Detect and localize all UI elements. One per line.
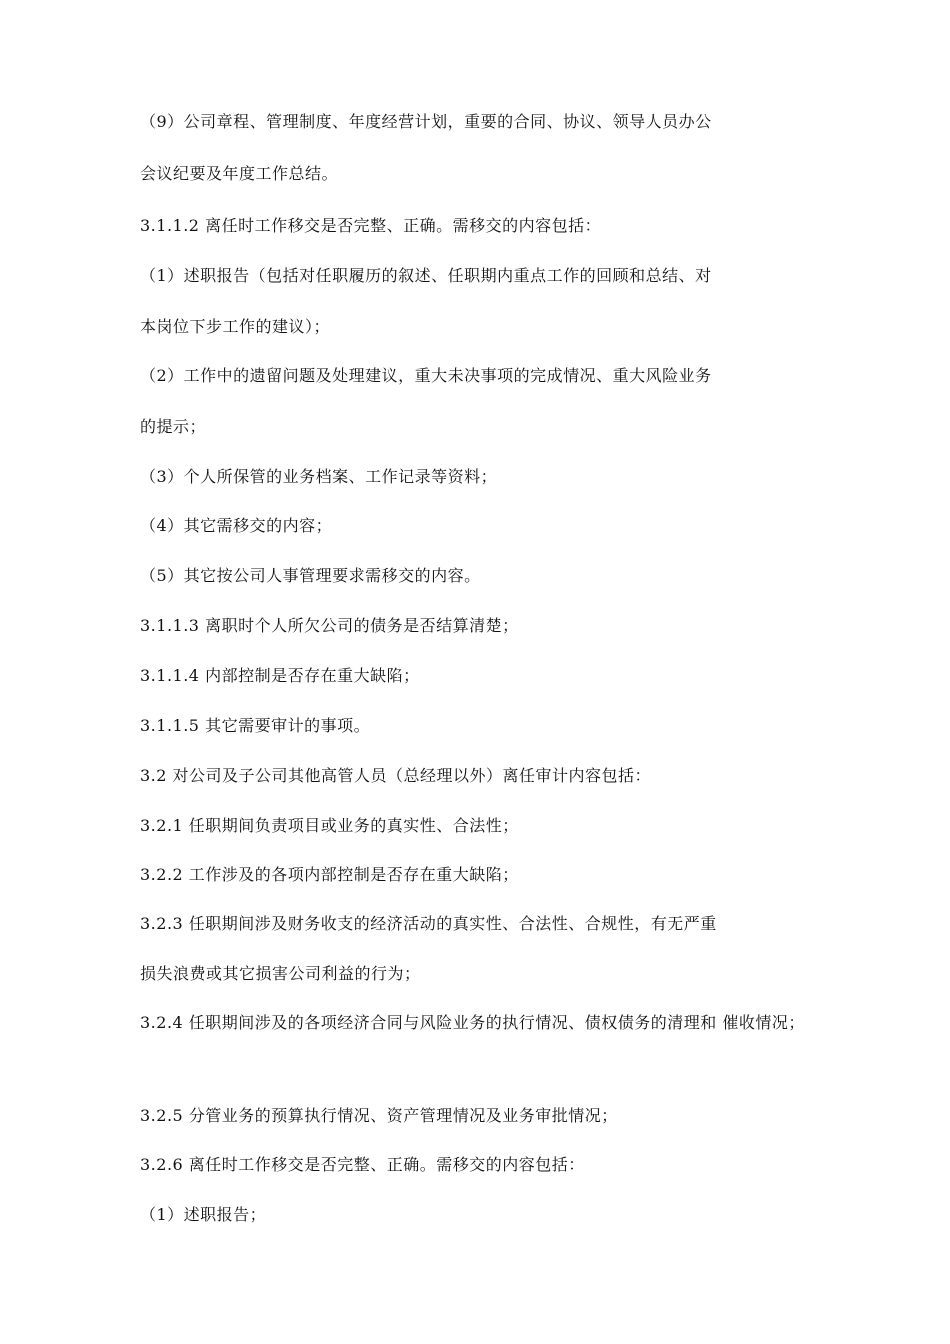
section-3-2-1: 3.2.1 任职期间负责项目或业务的真实性、合法性； (140, 816, 519, 835)
section-3-2-2: 3.2.2 工作涉及的各项内部控制是否存在重大缺陷； (140, 865, 519, 884)
item-1-continued: 本岗位下步工作的建议）； (140, 317, 331, 336)
item-4-other: （4）其它需移交的内容； (140, 516, 333, 535)
section-3-2: 3.2 对公司及子公司其他高管人员（总经理以外）离任审计内容包括： (140, 766, 652, 785)
item-3-archives: （3）个人所保管的业务档案、工作记录等资料； (140, 467, 498, 486)
item-2-issues: （2）工作中的遗留问题及处理建议，重大未决事项的完成情况、重大风险业务 (140, 366, 712, 385)
section-3-2-6: 3.2.6 离任时工作移交是否完整、正确。需移交的内容包括： (140, 1155, 585, 1174)
section-3-2-5: 3.2.5 分管业务的预算执行情况、资产管理情况及业务审批情况； (140, 1106, 618, 1125)
item-5-hr: （5）其它按公司人事管理要求需移交的内容。 (140, 566, 481, 585)
section-3-1-1-4: 3.1.1.4 内部控制是否存在重大缺陷； (140, 666, 420, 685)
section-3-1-1-2: 3.1.1.2 离任时工作移交是否完整、正确。需移交的内容包括： (140, 216, 602, 235)
item-1-report-final: （1）述职报告； (140, 1205, 267, 1224)
paragraph-9-charter: （9）公司章程、管理制度、年度经营计划，重要的合同、协议、领导人员办公 (140, 112, 712, 131)
item-2-continued: 的提示； (140, 417, 207, 436)
paragraph-9-continued: 会议纪要及年度工作总结。 (140, 164, 339, 183)
section-3-2-3-continued: 损失浪费或其它损害公司利益的行为； (140, 964, 421, 983)
section-3-2-3: 3.2.3 任职期间涉及财务收支的经济活动的真实性、合法性、合规性，有无严重 (140, 914, 717, 933)
section-3-1-1-5: 3.1.1.5 其它需要审计的事项。 (140, 716, 371, 735)
section-3-1-1-3: 3.1.1.3 离职时个人所欠公司的债务是否结算清楚； (140, 616, 519, 635)
item-1-report: （1）述职报告（包括对任职履历的叙述、任职期内重点工作的回顾和总结、对 (140, 266, 712, 285)
section-3-2-4: 3.2.4 任职期间涉及的各项经济合同与风险业务的执行情况、债权债务的清理和 催收情况； (140, 1013, 805, 1032)
